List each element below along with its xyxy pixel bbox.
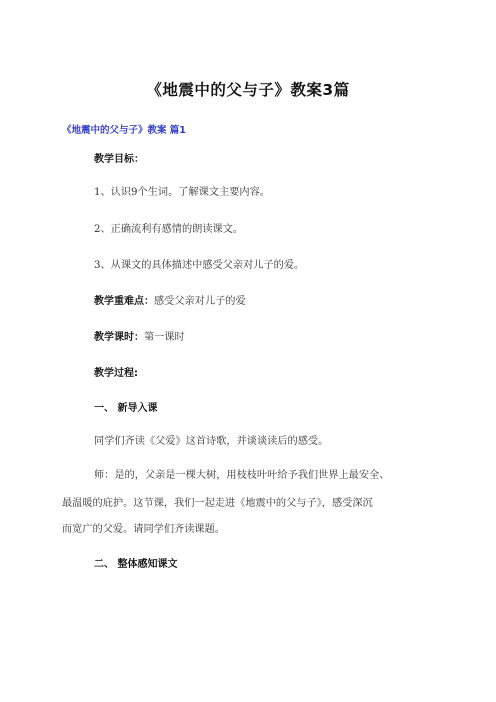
section-subtitle: 《地震中的父与子》教案 篇1 [62, 125, 186, 136]
document-title: 《地震中的父与子》教案3篇 [146, 81, 350, 99]
process-heading: 教学过程: [94, 368, 138, 379]
section1-heading: 一、 新导入课 [94, 403, 158, 414]
section1-paragraph-2-line-1: 师：是的，父亲是一棵大树，用枝枝叶叶给予我们世界上最安全、 [94, 470, 390, 481]
key-point-value: 感受父亲对儿子的爱 [154, 296, 246, 307]
period-line [94, 328, 185, 343]
section2-heading: 二、 整体感知课文 [94, 559, 178, 570]
key-point-label: 教学重难点： [94, 296, 154, 307]
key-point-line [94, 292, 246, 307]
objectives-heading: 教学目标： [94, 154, 144, 165]
section1-paragraph-2-line-2: 最温暖的庇护。这节课，我们一起走进《地震中的父与子》，感受深沉 [62, 498, 373, 509]
objective-item-1: 1、认识9个生词。了解课文主要内容。 [94, 187, 270, 198]
section1-paragraph-1: 同学们齐读《父爱》这首诗歌，并谈谈读后的感受。 [94, 436, 329, 447]
period-value: 第一课时 [144, 332, 185, 343]
period-label: 教学课时： [94, 332, 144, 343]
objective-item-3: 3、从课文的具体描述中感受父亲对儿子的爱。 [94, 260, 305, 271]
objective-item-2: 2、正确流利有感情的朗读课文。 [94, 224, 244, 235]
section1-paragraph-2-line-3: 而宽广的父爱。请同学们齐读课题。 [62, 524, 225, 535]
